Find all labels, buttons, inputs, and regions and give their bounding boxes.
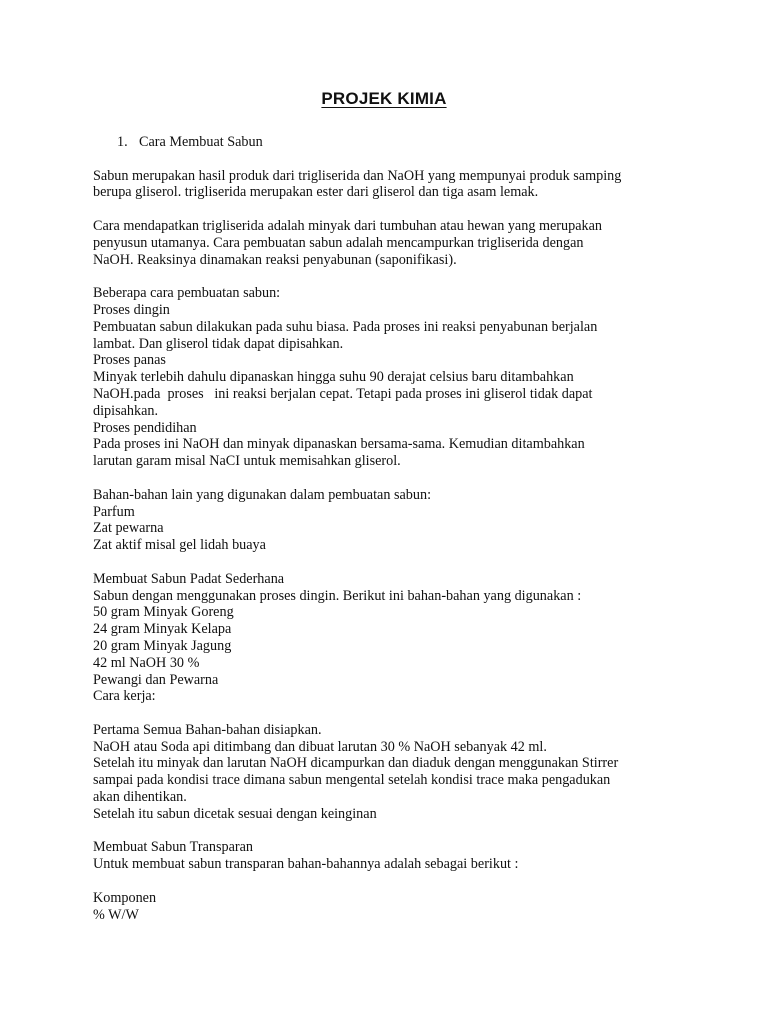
paragraph-definition [93,168,683,202]
text-line: Sabun merupakan hasil produk dari trigliserida dan NaOH yang mempunyai produk samping [93,167,622,184]
document-title-text: PROJEK KIMIA [321,89,447,108]
paragraph-method [93,218,683,268]
text-line: dipisahkan. [93,402,159,419]
numbered-list-item [117,134,683,151]
text-line: NaOH atau Soda api ditimbang dan dibuat larutan 30 % NaOH sebanyak 42 ml. [93,738,547,755]
text-line: Cara mendapatkan trigliserida adalah minyak dari tumbuhan atau hewan yang merupakan [93,217,602,234]
text-line: berupa gliserol. trigliserida merupakan ester dari gliserol dan tiga asam lemak. [93,184,539,201]
text-line: larutan garam misal NaCI untuk memisahkan gliserol. [93,453,401,470]
document-title [0,89,768,109]
paragraph-transparent-soap [93,839,683,873]
text-line: Zat aktif misal gel lidah buaya [93,537,266,554]
text-line: Pada proses ini NaOH dan minyak dipanaskan bersama-sama. Kemudian ditambahkan [93,436,585,453]
paragraph-steps [93,722,683,823]
text-line: Beberapa cara pembuatan sabun: [93,285,281,302]
text-line: Pewangi dan Pewarna [93,671,219,688]
text-line: NaOH.pada proses ini reaksi berjalan cepat. Tetapi pada proses ini gliserol tidak dapat [93,385,593,402]
text-line: Minyak terlebih dahulu dipanaskan hingga suhu 90 derajat celsius baru ditambahkan [93,369,574,386]
text-line: Pertama Semua Bahan-bahan disiapkan. [93,721,322,738]
paragraph-other-ingredients [93,487,683,554]
paragraph-solid-soap [93,571,683,705]
text-line: sampai pada kondisi trace dimana sabun mengental setelah kondisi trace maka pengadukan [93,772,611,789]
paragraph-components [93,890,683,924]
text-line: Cara kerja: [93,688,156,705]
text-line: Parfum [93,503,135,520]
text-line: Bahan-bahan lain yang digunakan dalam pembuatan sabun: [93,486,432,503]
text-line: Proses dingin [93,301,170,318]
text-line: Komponen [93,889,157,906]
text-line: Sabun dengan menggunakan proses dingin. Berikut ini bahan-bahan yang digunakan : [93,587,582,604]
text-line: penyusun utamanya. Cara pembuatan sabun adalah mencampurkan trigliserida dengan [93,234,584,251]
text-line: Zat pewarna [93,520,164,537]
text-line: Proses panas [93,352,166,369]
text-line: 20 gram Minyak Jagung [93,637,232,654]
text-line: Membuat Sabun Padat Sederhana [93,570,285,587]
text-line: 42 ml NaOH 30 % [93,654,200,671]
text-line: 24 gram Minyak Kelapa [93,621,232,638]
text-line: Setelah itu sabun dicetak sesuai dengan keinginan [93,805,377,822]
paragraph-processes [93,285,683,470]
text-line: Pembuatan sabun dilakukan pada suhu biasa. Pada proses ini reaksi penyabunan berjalan [93,318,598,335]
text-line: akan dihentikan. [93,789,187,806]
text-line: Setelah itu minyak dan larutan NaOH dicampurkan dan diaduk dengan menggunakan Stirrer [93,755,619,772]
text-line: Membuat Sabun Transparan [93,839,253,856]
list-item-text: Cara Membuat Sabun [139,134,263,150]
text-line: 50 gram Minyak Goreng [93,604,234,621]
text-line: Proses pendidihan [93,419,197,436]
text-line: NaOH. Reaksinya dinamakan reaksi penyabunan (saponifikasi). [93,251,457,268]
list-number: 1. [117,134,128,150]
text-line: % W/W [93,906,139,923]
text-line: Untuk membuat sabun transparan bahan-bahannya adalah sebagai berikut : [93,856,519,873]
text-line: lambat. Dan gliserol tidak dapat dipisahkan. [93,335,344,352]
document-body [93,134,683,940]
